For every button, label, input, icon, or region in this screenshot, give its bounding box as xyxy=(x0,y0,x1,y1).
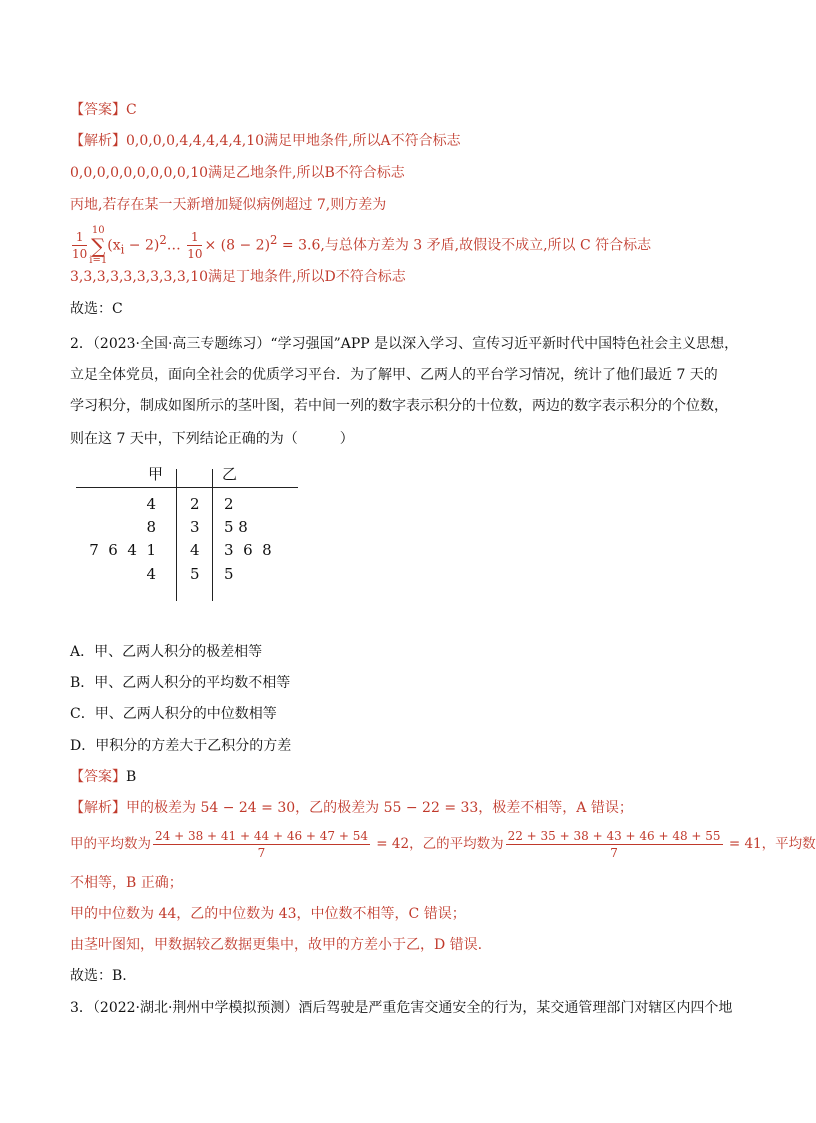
option-c: C．甲、乙两人积分的中位数相等 xyxy=(70,706,277,722)
analysis-label: 【解析】 xyxy=(70,133,126,149)
fraction: $\frac{1}{10}$ xyxy=(187,230,203,262)
q1-analysis-line-2: 0,0,0,0,0,0,0,0,0,10满足乙地条件,所以B不符合标志 xyxy=(70,165,405,181)
option-d: D．甲积分的方差大于乙积分的方差 xyxy=(70,738,292,754)
q2-analysis-line-5: 由茎叶图知，甲数据较乙数据更集中，故甲的方差小于乙，D 错误. xyxy=(70,937,483,953)
q2-answer xyxy=(70,767,136,787)
fraction: $\frac{24 + 38 + 41 + 44 + 46 + 47 + 54}{7}$ xyxy=(155,829,368,860)
leaf-right-row-2: 5 8 xyxy=(224,518,248,536)
q1-analysis-line-3: 丙地,若存在某一天新增加疑似病例超过 7,则方差为 xyxy=(70,197,387,213)
stem-row-1: 2 xyxy=(190,495,200,513)
leaf-right-row-1: 2 xyxy=(224,495,234,513)
q1-conclusion: 故选：C xyxy=(70,301,123,317)
header-divider xyxy=(76,487,298,488)
analysis-text: 0,0,0,0,4,4,4,4,4,10满足甲地条件,所以A不符合标志 xyxy=(126,133,461,149)
answer-value: B xyxy=(126,769,137,785)
q2-analysis-line-4: 甲的中位数为 44，乙的中位数为 43，中位数不相等，C 错误； xyxy=(70,906,466,922)
q1-analysis-line-5: 3,3,3,3,3,3,3,3,3,10满足丁地条件,所以D不符合标志 xyxy=(70,269,406,285)
leaf-right-row-4: 5 xyxy=(224,565,234,583)
q3-stem-line-1: 3．（2022·湖北·荆州中学模拟预测）酒后驾驶是严重危害交通安全的行为，某交通管理部门对辖区内四个地 xyxy=(70,1000,733,1016)
answer-label: 【答案】 xyxy=(70,102,126,118)
leaf-right-row-3: 3 6 8 xyxy=(224,541,272,559)
sum-symbol: 10 ∑ i=1 xyxy=(89,224,108,266)
left-header: 甲 xyxy=(148,465,164,483)
right-header: 乙 xyxy=(222,465,238,483)
analysis-label: 【解析】 xyxy=(70,800,126,816)
q2-conclusion: 故选：B. xyxy=(70,968,127,984)
q2-stem-line-2: 立足全体党员，面向全社会的优质学习平台．为了解甲、乙两人的平台学习情况，统计了他们最近 7 天的 xyxy=(70,367,718,383)
left-divider xyxy=(176,469,177,601)
leaf-left-row-3: 7 6 4 1 xyxy=(89,541,156,559)
analysis-text: 甲的极差为 54 − 24 = 30，乙的极差为 55 − 22 = 33，极差不相等，A 错误； xyxy=(126,800,633,816)
q2-stem-line-3: 学习积分，制成如图所示的茎叶图，若中间一列的数字表示积分的十位数，两边的数字表示积分的个位数， xyxy=(70,398,728,414)
right-divider xyxy=(212,469,213,601)
answer-label: 【答案】 xyxy=(70,769,126,785)
leaf-left-row-1: 4 xyxy=(146,495,156,513)
q1-variance-formula: $\frac{1}{10}$ 10 ∑ $i=1(x_i$ − $2)^2\dots$ $\frac{1}{10}$ × $(8 - 2)^2 = 3.6$,与总体方差为 3 矛盾,故假设不成立,所以 C 符合标志 xyxy=(72,224,652,266)
q1-analysis-line-1 xyxy=(70,131,461,151)
fraction: $\frac{1}{10}$ xyxy=(72,230,88,262)
leaf-left-row-4: 4 xyxy=(146,565,156,583)
q2-stem-line-1: 2．（2023·全国·高三专题练习）“学习强国”APP 是以深入学习、宣传习近平新时代中国特色社会主义思想， xyxy=(70,336,739,352)
q2-mean-formula: 甲的平均数为 $\frac{24 + 38 + 41 + 44 + 46 + 47 + 54}{7}$ = 42，乙的平均数为 $\frac{22 + 35 + 38 + 43 + 46 + 48 + 55}{7}$ = 41，平均数 xyxy=(70,829,816,860)
fraction: $\frac{22 + 35 + 38 + 43 + 46 + 48 + 55}{7}$ xyxy=(507,829,721,860)
stem-row-4: 5 xyxy=(190,565,200,583)
stem-row-2: 3 xyxy=(190,518,200,536)
q1-answer xyxy=(70,100,137,120)
option-a: A．甲、乙两人积分的极差相等 xyxy=(70,644,263,660)
option-b: B．甲、乙两人积分的平均数不相等 xyxy=(70,675,291,691)
q2-stem-line-4: 则在这 7 天中，下列结论正确的为（ ） xyxy=(70,431,354,447)
q2-analysis-line-3: 不相等，B 正确； xyxy=(70,875,183,891)
answer-value: C xyxy=(126,102,137,118)
q2-analysis-line-1 xyxy=(70,798,633,818)
leaf-left-row-2: 8 xyxy=(146,518,156,536)
stem-leaf-plot xyxy=(76,463,298,601)
stem-row-3: 4 xyxy=(190,541,200,559)
